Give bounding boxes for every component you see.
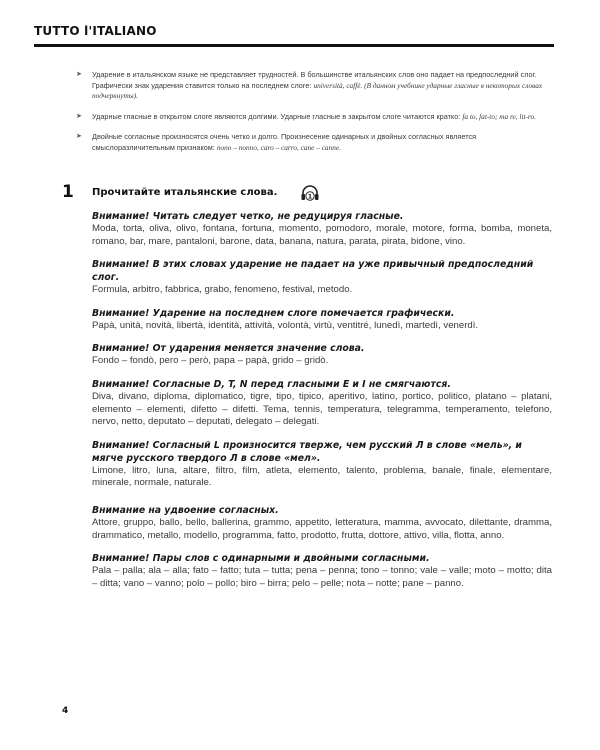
section bbox=[92, 210, 552, 248]
section-words: Pala – palla; ala – alla; fato – fatto; tuta – tutta; pena – penna; tono – tonno; vale – valle; moto – motto; dita – ditta; vano – vanno; polo – pollo; biro – birra; pelo – pelle; nota – notte; pane – panno. bbox=[92, 565, 552, 589]
arrow-bullet-icon: ➤ bbox=[76, 71, 82, 78]
section bbox=[92, 504, 552, 542]
section-words: Attore, gruppo, ballo, bello, ballerina, grammo, appetito, letteratura, mamma, avvocato, dilettante, dramma, drammatico, metallo, modello, programma, fatto, prodotto, frutta, dottore, attivo, villa, flotta, anno. bbox=[92, 516, 552, 541]
section-words: Limone, litro, luna, altare, filtro, film, atleta, elemento, talento, problema, banale, finale, elementare, minerale, normale, naturale. bbox=[92, 464, 552, 489]
section bbox=[92, 307, 552, 333]
section-heading: Внимание! Согласные D, T, N перед гласными E и I не смягчаются. bbox=[92, 378, 451, 390]
exercise-title: Прочитайте итальянские слова. bbox=[92, 187, 278, 198]
rule-example: fa to, fat-to; ma re, lit-ro. bbox=[462, 111, 536, 121]
section-heading: Внимание! Читать следует четко, не редуцируя гласные. bbox=[92, 211, 404, 222]
rules-list bbox=[76, 70, 546, 164]
running-head-title: TUTTO l'ITALIANO bbox=[34, 24, 157, 38]
section-words: Fondo – fondò, pero – però, papa – papà, grido – gridò. bbox=[92, 355, 329, 367]
header-rule bbox=[34, 44, 554, 47]
page-header bbox=[0, 0, 600, 52]
audio-track-number: 1 bbox=[307, 192, 313, 201]
section bbox=[92, 552, 552, 590]
exercise-body bbox=[92, 210, 552, 600]
rule-text: Двойные согласные произносятся очень четко и долго. Произнесение одинарных и двойных согласных является смыслоразличительным признаком: bbox=[92, 132, 477, 152]
section-words: Formula, arbitro, fabbrica, grabo, fenomeno, festival, metodo. bbox=[92, 284, 353, 296]
rule-example: università, caffè. (В данном учебнике ударные гласные в некоторых словах подчеркнуты). bbox=[92, 80, 543, 101]
rule-item bbox=[76, 112, 546, 123]
section-heading: Внимание! Согласный L произносится тверже, чем русский Л в слове «мель», и мягче русского твердого Л в слове «мел». bbox=[92, 439, 522, 464]
section-heading: Внимание! В этих словах ударение не падает на уже привычный предпоследний слог. bbox=[92, 259, 534, 284]
section-words: Diva, divano, diploma, diplomatico, tigre, tipo, tipico, aperitivo, latino, portico, politico, platano – platani, elemento – elementi, difetto – difetti. Tema, tennis, temperatura, telegramma, temperamento, telefono, nervo, netto, deputato – deputati, delegato – delegati. bbox=[92, 390, 552, 428]
section bbox=[92, 342, 552, 368]
rule-item bbox=[76, 132, 546, 153]
section bbox=[92, 439, 552, 490]
section-heading: Внимание! Ударение на последнем слоге помечается графически. bbox=[92, 307, 455, 319]
section-heading: Внимание! Пары слов с одинарными и двойными согласными. bbox=[92, 553, 430, 565]
rule-example: nono – nonno, caro – carro, cane – canne. bbox=[216, 142, 341, 152]
audio-headphones-icon bbox=[300, 183, 320, 203]
rule-text: Ударение в итальянском языке не представляет трудностей. В большинстве итальянских слов оно падает на предпоследний слог. Графически знак ударения ставится только на последнем слоге: bbox=[92, 70, 537, 90]
rule-item bbox=[76, 70, 546, 102]
section bbox=[92, 258, 552, 297]
arrow-bullet-icon: ➤ bbox=[76, 133, 82, 141]
section-words: Moda, torta, oliva, olivo, fontana, fortuna, momento, pomodoro, morale, motore, forma, bomba, moneta, romano, bar, mare, pantaloni, barone, data, banana, natura, parata, pirata, bidone, vino. bbox=[92, 223, 552, 247]
exercise-number: 1 bbox=[62, 182, 74, 202]
section bbox=[92, 378, 552, 429]
section-heading: Внимание на удвоение согласных. bbox=[92, 504, 279, 516]
rule-text: Ударные гласные в открытом слоге являются долгими. Ударные гласные в закрытом слоге читаются кратко: bbox=[92, 111, 463, 121]
arrow-bullet-icon: ➤ bbox=[76, 112, 82, 120]
section-words: Papà, unità, novità, libertà, identità, attività, volontà, virtù, ventitré, lunedì, martedì, venerdì. bbox=[92, 319, 479, 331]
section-heading: Внимание! От ударения меняется значение слова. bbox=[92, 343, 365, 355]
page-number: 4 bbox=[62, 706, 69, 716]
